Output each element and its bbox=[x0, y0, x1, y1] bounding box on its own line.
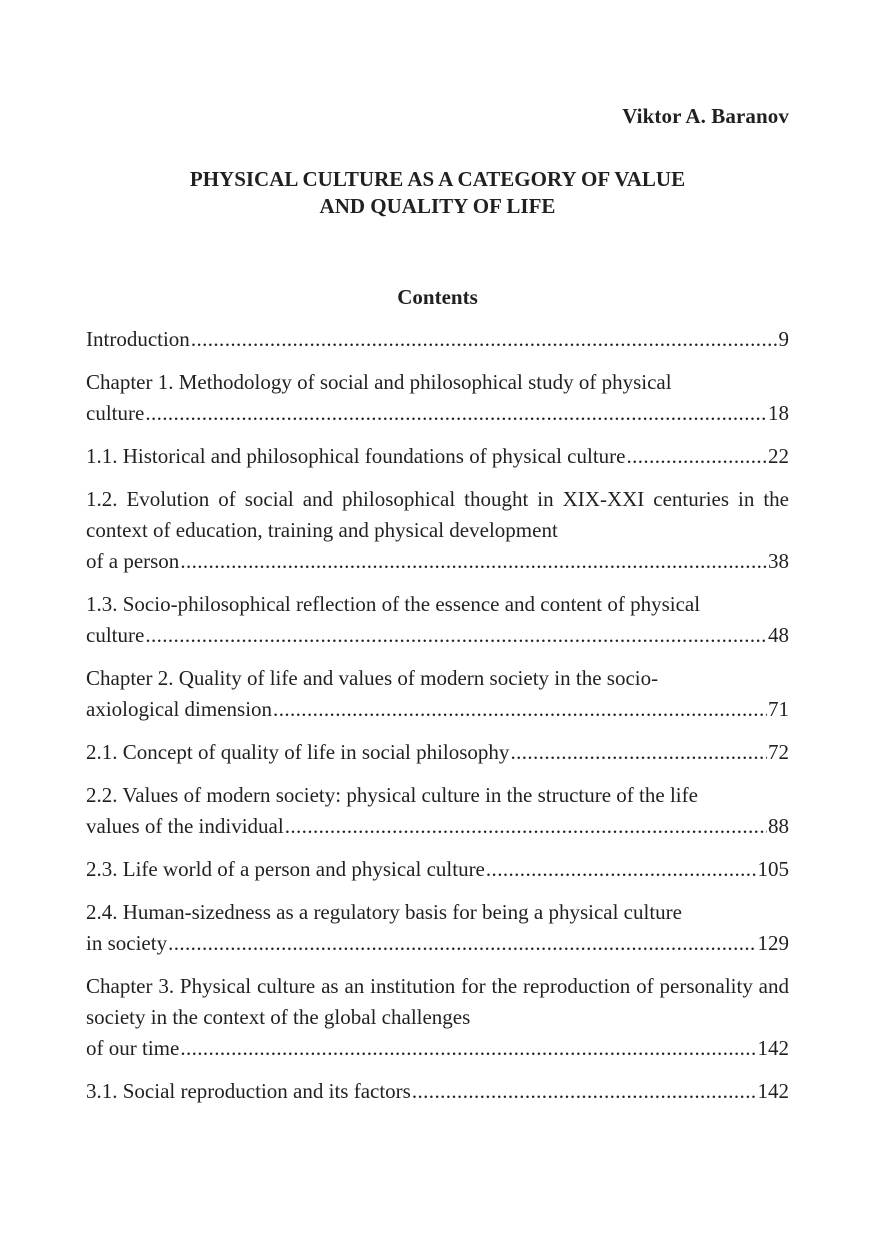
toc-page-number: 9 bbox=[778, 327, 789, 351]
toc-entry-title: Chapter 3. Physical culture as an institution for the reproduction of personality and society in the context of the global challenges bbox=[86, 974, 789, 1029]
dot-leader bbox=[191, 324, 778, 355]
book-title-line-2: AND QUALITY OF LIFE bbox=[319, 194, 556, 218]
toc-page-number: 71 bbox=[768, 697, 789, 721]
toc-page-number: 142 bbox=[757, 1079, 789, 1103]
toc-entry-title: 2.2. Values of modern society: physical culture in the structure of the life bbox=[86, 783, 698, 807]
toc-entry-title-tail: culture bbox=[86, 401, 145, 425]
toc-entry-title-tail: culture bbox=[86, 623, 145, 647]
toc-entry-2-3[interactable] bbox=[86, 854, 789, 885]
author-name: Viktor A. Baranov bbox=[622, 104, 789, 128]
dot-leader bbox=[486, 854, 757, 885]
toc-entry-chapter-3[interactable] bbox=[86, 971, 789, 1064]
toc-page-number: 22 bbox=[768, 444, 789, 468]
dot-leader bbox=[145, 620, 767, 651]
toc-page-number: 105 bbox=[757, 857, 789, 881]
toc-entry-2-1[interactable] bbox=[86, 737, 789, 768]
toc-entry-title: 1.2. Evolution of social and philosophical thought in XIX-XXI centuries in the context of education, training and physical development bbox=[86, 487, 789, 542]
contents-heading: Contents bbox=[397, 285, 478, 309]
toc-entry-title: Chapter 1. Methodology of social and philosophical study of physical bbox=[86, 370, 672, 394]
toc-page-number: 72 bbox=[768, 740, 789, 764]
toc-entry-introduction[interactable] bbox=[86, 324, 789, 355]
toc-page-number: 142 bbox=[757, 1036, 789, 1060]
toc-page-number: 129 bbox=[757, 931, 789, 955]
dot-leader bbox=[145, 398, 767, 429]
toc-entry-title: Chapter 2. Quality of life and values of modern society in the socio- bbox=[86, 666, 659, 690]
toc-entry-title: 1.1. Historical and philosophical foundations of physical culture bbox=[86, 444, 626, 468]
book-title bbox=[86, 166, 789, 220]
table-of-contents bbox=[86, 324, 789, 1119]
dot-leader bbox=[180, 546, 767, 577]
toc-entry-title: 3.1. Social reproduction and its factors bbox=[86, 1079, 411, 1103]
toc-entry-title: 1.3. Socio-philosophical reflection of the essence and content of physical bbox=[86, 592, 701, 616]
toc-entry-title-tail: in society bbox=[86, 931, 168, 955]
toc-page-number: 18 bbox=[768, 401, 789, 425]
toc-entry-chapter-1[interactable] bbox=[86, 367, 789, 429]
toc-entry-title-tail: of a person bbox=[86, 549, 180, 573]
toc-entry-title: 2.1. Concept of quality of life in social philosophy bbox=[86, 740, 510, 764]
toc-entry-1-1[interactable] bbox=[86, 441, 789, 472]
toc-entry-2-4[interactable] bbox=[86, 897, 789, 959]
toc-entry-title: 2.4. Human-sizedness as a regulatory basis for being a physical culture bbox=[86, 900, 682, 924]
dot-leader bbox=[510, 737, 767, 768]
toc-entry-1-2[interactable] bbox=[86, 484, 789, 577]
dot-leader bbox=[626, 441, 767, 472]
dot-leader bbox=[168, 928, 756, 959]
toc-page-number: 38 bbox=[768, 549, 789, 573]
toc-entry-1-3[interactable] bbox=[86, 589, 789, 651]
toc-entry-title: 2.3. Life world of a person and physical culture bbox=[86, 857, 485, 881]
toc-entry-title-tail: values of the individual bbox=[86, 814, 284, 838]
toc-entry-title-tail: axiological dimension bbox=[86, 697, 273, 721]
toc-entry-title: Introduction bbox=[86, 327, 190, 351]
toc-entry-title-tail: of our time bbox=[86, 1036, 180, 1060]
toc-entry-2-2[interactable] bbox=[86, 780, 789, 842]
dot-leader bbox=[285, 811, 767, 842]
dot-leader bbox=[273, 694, 767, 725]
dot-leader bbox=[412, 1076, 757, 1107]
toc-entry-3-1[interactable] bbox=[86, 1076, 789, 1107]
toc-page-number: 48 bbox=[768, 623, 789, 647]
toc-page-number: 88 bbox=[768, 814, 789, 838]
toc-entry-chapter-2[interactable] bbox=[86, 663, 789, 725]
book-title-line-1: PHYSICAL CULTURE AS A CATEGORY OF VALUE bbox=[189, 167, 686, 191]
dot-leader bbox=[180, 1033, 756, 1064]
